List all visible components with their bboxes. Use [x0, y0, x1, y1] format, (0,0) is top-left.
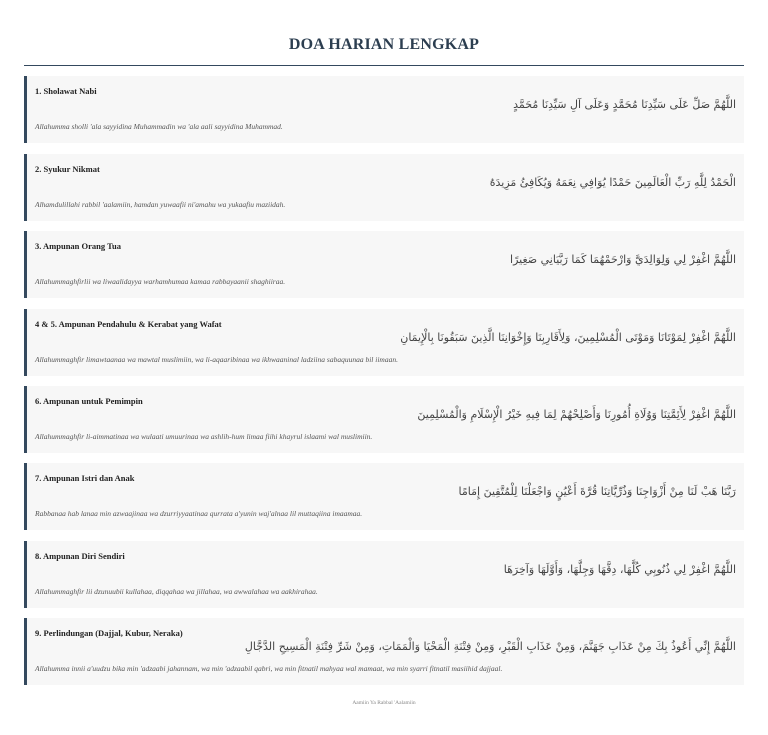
prayer-heading: 6. Ampunan untuk Pemimpin — [35, 396, 143, 406]
prayer-transliteration: Rabbanaa hab lanaa min azwaajinaa wa dzurriyyaatinaa qurrata a'yunin waj'alnaa lil muttaqiina imaamaa. — [35, 509, 363, 518]
prayer-arabic: اللَّهُمَّ صَلِّ عَلَى سَيِّدِنَا مُحَمَّدٍ وَعَلَى آلِ سَيِّدِنَا مُحَمَّدٍ — [513, 98, 736, 111]
prayer-arabic: اللَّهُمَّ اغْفِرْ لِمَوْتَانَا وَمَوْتَى الْمُسْلِمِينَ، وَلِأَقَارِبِنَا وَإِخْوَانِنَا الَّذِينَ سَبَقُونَا بِالْإِيمَانِ — [400, 331, 736, 344]
prayer-transliteration: Allahummaghfir lii dzunuubii kullahaa, diqqahaa wa jillahaa, wa awwalahaa wa aakhirahaa. — [35, 587, 318, 596]
prayer-arabic: اللَّهُمَّ اغْفِرْ لِي ذُنُوبِي كُلَّهَا، دِقَّهَا وَجِلَّهَا، وَأَوَّلَهَا وَآخِرَهَا — [503, 563, 736, 576]
prayer-card-orang-tua — [24, 231, 744, 298]
prayer-transliteration: Allahummaghfir li-aimmatinaa wa wulaati umuurinaa wa ashlih-hum limaa fiihi khayrul islaami wal muslimiin. — [35, 432, 373, 441]
footer-closing: Aamiin Ya Rabbal 'Aalamiin — [352, 700, 416, 706]
prayer-card-pemimpin — [24, 386, 744, 453]
prayer-arabic: الْحَمْدُ لِلَّهِ رَبِّ الْعَالَمِينَ حَمْدًا يُوَافِي نِعَمَهُ وَيُكَافِئُ مَزِيدَهُ — [489, 176, 736, 189]
prayer-card-sholawat — [24, 76, 744, 143]
prayer-heading: 3. Ampunan Orang Tua — [35, 241, 121, 251]
prayer-card-pendahulu — [24, 309, 744, 376]
prayer-card-syukur — [24, 154, 744, 221]
prayer-arabic: اللَّهُمَّ اغْفِرْ لِي وَلِوَالِدَيَّ وَارْحَمْهُمَا كَمَا رَبَّيَانِي صَغِيرًا — [510, 253, 736, 266]
prayer-heading: 8. Ampunan Diri Sendiri — [35, 551, 125, 561]
prayer-arabic: رَبَّنَا هَبْ لَنَا مِنْ أَزْوَاجِنَا وَذُرِّيَّاتِنَا قُرَّةَ أَعْيُنٍ وَاجْعَلْنَا لِلْمُتَّقِينَ إِمَامًا — [458, 485, 736, 498]
page-title: DOA HARIAN LENGKAP — [288, 36, 480, 53]
prayer-card-diri-sendiri — [24, 541, 744, 608]
prayer-transliteration: Allahummaghfir limawtaanaa wa mawtal muslimiin, wa li-aqaaribinaa wa ikhwaaninal ladziina sabaquunaa bil iimaan. — [35, 355, 398, 364]
prayer-card-perlindungan — [24, 618, 744, 685]
prayer-heading: 7. Ampunan Istri dan Anak — [35, 473, 135, 483]
prayer-transliteration: Allahummaghfirlii wa liwaalidayya warhamhumaa kamaa rabbayaanii shaghiiraa. — [35, 277, 286, 286]
prayer-heading: 9. Perlindungan (Dajjal, Kubur, Neraka) — [35, 628, 183, 638]
prayer-card-istri-anak — [24, 463, 744, 530]
prayer-heading: 2. Syukur Nikmat — [35, 164, 100, 174]
prayer-transliteration: Alhamdulillahi rabbil 'aalamiin, hamdan yuwaafii ni'amahu wa yukaafiu maziidah. — [35, 200, 286, 209]
prayer-transliteration: Allahumma innii a'uudzu bika min 'adzaabi jahannam, wa min 'adzaabil qabri, wa min fitnatil mahyaa wal mamaat, wa min syarri fitnatil masiihid dajjaal. — [35, 664, 503, 673]
title-divider — [24, 65, 744, 66]
prayer-transliteration: Allahumma sholli 'ala sayyidina Muhammadin wa 'ala aali sayyidina Muhammad. — [35, 122, 283, 131]
prayer-arabic: اللَّهُمَّ إِنِّي أَعُوذُ بِكَ مِنْ عَذَابِ جَهَنَّمَ، وَمِنْ عَذَابِ الْقَبْرِ، وَمِنْ فِتْنَةِ الْمَحْيَا وَالْمَمَاتِ، وَمِنْ شَرِّ فِتْنَةِ الْمَسِيحِ الدَّجَّالِ — [244, 640, 736, 653]
prayer-arabic: اللَّهُمَّ اغْفِرْ لِأَئِمَّتِنَا وَوُلَاةِ أُمُورِنَا وَأَصْلِحْهُمْ لِمَا فِيهِ خَيْرُ الْإِسْلَامِ وَالْمُسْلِمِينَ — [417, 408, 736, 421]
prayer-heading: 4 & 5. Ampunan Pendahulu & Kerabat yang Wafat — [35, 319, 222, 329]
prayer-heading: 1. Sholawat Nabi — [35, 86, 97, 96]
